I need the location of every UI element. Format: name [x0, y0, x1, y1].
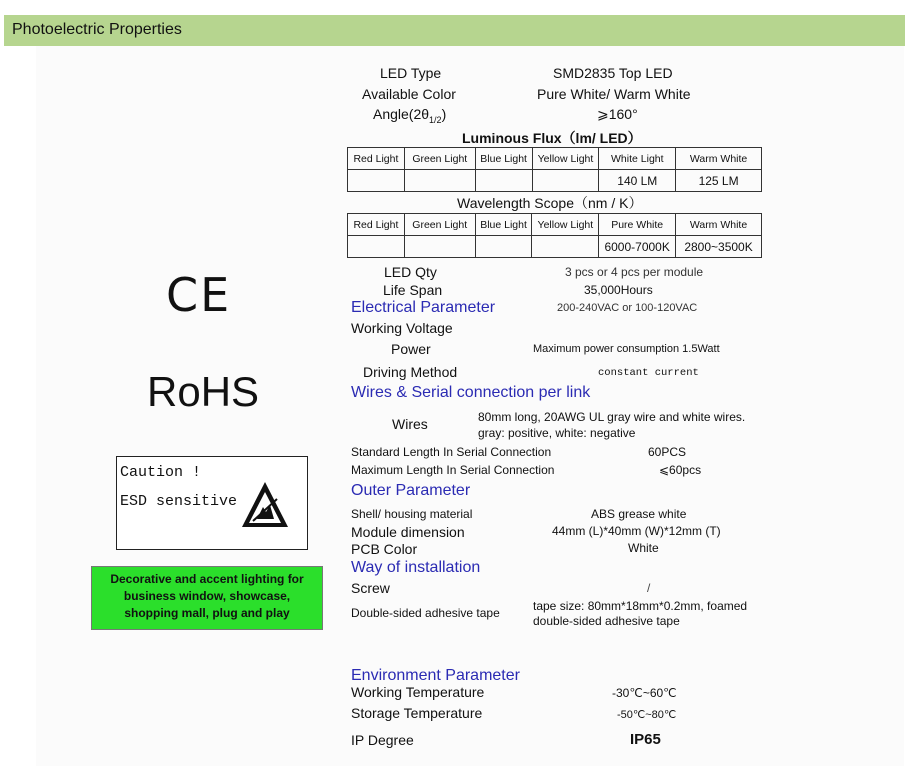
table-cell: White Light — [599, 148, 676, 170]
tape-desc-line1: tape size: 80mm*18mm*0.2mm, foamed — [533, 599, 748, 613]
table-cell: Yellow Light — [532, 148, 599, 170]
module-dimension-value: 44mm (L)*40mm (W)*12mm (T) — [552, 524, 721, 538]
ip-degree-label: IP Degree — [351, 732, 414, 748]
tape-desc-line2: double-sided adhesive tape — [533, 614, 680, 628]
working-temperature-value: -30℃~60℃ — [612, 686, 677, 700]
wavelength-title: Wavelength Scope（nm / K） — [457, 195, 643, 211]
table-header-row — [348, 214, 762, 236]
table-cell: 125 LM — [676, 170, 762, 192]
wires-desc-line1: 80mm long, 20AWG UL gray wire and white wires. — [478, 410, 746, 424]
section-header — [4, 15, 905, 46]
shell-value: ABS grease white — [591, 507, 687, 521]
rohs-mark: RoHS — [147, 368, 260, 415]
applications-line3: shopping mall, plug and play — [124, 606, 290, 620]
screw-label: Screw — [351, 580, 390, 596]
table-cell — [348, 236, 405, 258]
working-temperature-label: Working Temperature — [351, 684, 485, 700]
table-cell — [532, 236, 599, 258]
table-cell — [404, 236, 475, 258]
ip-degree-value: IP65 — [630, 731, 661, 748]
led-qty-value: 3 pcs or 4 pcs per module — [565, 265, 704, 279]
table-row — [348, 170, 762, 192]
wires-desc-line2: gray: positive, white: negative — [478, 426, 636, 440]
working-voltage-label: Working Voltage — [351, 320, 453, 336]
ce-mark: CE — [166, 268, 232, 322]
maximum-length-label: Maximum Length In Serial Connection — [351, 463, 555, 477]
driving-method-label: Driving Method — [363, 364, 458, 380]
luminous-flux-title: Luminous Flux（lm/ LED） — [462, 130, 642, 146]
table-cell — [532, 170, 599, 192]
installation-title: Way of installation — [351, 559, 481, 576]
table-cell: Green Light — [404, 214, 475, 236]
table-cell: Blue Light — [475, 148, 532, 170]
table-cell: Blue Light — [475, 214, 532, 236]
table-cell: Yellow Light — [532, 214, 599, 236]
available-color-value: Pure White/ Warm White — [537, 86, 691, 102]
applications-box — [91, 566, 323, 630]
table-cell: 2800~3500K — [676, 236, 762, 258]
caution-text: Caution ! — [120, 464, 202, 481]
wires-label: Wires — [392, 416, 428, 432]
table-cell: Pure White — [599, 214, 676, 236]
table-header-row — [348, 148, 762, 170]
table-cell — [475, 236, 532, 258]
life-span-label: Life Span — [383, 282, 443, 298]
power-label: Power — [391, 341, 431, 357]
table-cell: Green Light — [404, 148, 475, 170]
table-cell: 140 LM — [599, 170, 676, 192]
header-title: Photoelectric Properties — [12, 21, 182, 38]
esd-warning-triangle-icon — [239, 479, 291, 531]
electrical-title: Electrical Parameter — [351, 299, 496, 316]
standard-length-value: 60PCS — [648, 445, 687, 459]
wavelength-table — [347, 213, 762, 258]
module-dimension-label: Module dimension — [351, 524, 465, 540]
table-cell: 6000-7000K — [599, 236, 676, 258]
table-cell — [404, 170, 475, 192]
maximum-length-value: ⩽60pcs — [659, 463, 702, 477]
table-cell: Red Light — [348, 214, 405, 236]
shell-label: Shell/ housing material — [351, 507, 473, 521]
outer-parameter-title: Outer Parameter — [351, 482, 471, 499]
storage-temperature-label: Storage Temperature — [351, 705, 483, 721]
available-color-label: Available Color — [362, 86, 456, 102]
screw-value: / — [647, 581, 651, 595]
applications-line1: Decorative and accent lighting for — [110, 572, 304, 586]
led-type-value: SMD2835 Top LED — [553, 65, 673, 81]
power-value: Maximum power consumption 1.5Watt — [533, 343, 720, 355]
pcb-color-label: PCB Color — [351, 541, 418, 557]
table-cell: Warm White — [676, 214, 762, 236]
storage-temperature-value: -50℃~80℃ — [617, 709, 677, 721]
angle-label: $Angle(2\theta_{1/2})$ — [373, 106, 447, 125]
esd-caution-label — [116, 456, 308, 550]
driving-method-value: constant current — [598, 367, 699, 379]
pcb-color-value: White — [628, 541, 659, 555]
luminous-flux-table — [347, 147, 762, 192]
esd-sensitive-text: ESD sensitive — [120, 493, 238, 510]
applications-line2: business window, showcase, — [123, 589, 291, 603]
table-cell: Warm White — [676, 148, 762, 170]
led-qty-label: LED Qty — [384, 264, 437, 280]
table-cell — [475, 170, 532, 192]
life-span-value: 35,000Hours — [584, 283, 653, 297]
angle-value: ⩾160° — [597, 106, 638, 122]
led-type-label: LED Type — [380, 65, 442, 81]
environment-title: Environment Parameter — [351, 667, 520, 684]
voltage-value: 200-240VAC or 100-120VAC — [557, 302, 698, 314]
tape-label: Double-sided adhesive tape — [351, 606, 500, 620]
wires-section-title: Wires & Serial connection per link — [351, 384, 591, 401]
table-row — [348, 236, 762, 258]
table-cell: Red Light — [348, 148, 405, 170]
table-cell — [348, 170, 405, 192]
standard-length-label: Standard Length In Serial Connection — [351, 445, 552, 459]
